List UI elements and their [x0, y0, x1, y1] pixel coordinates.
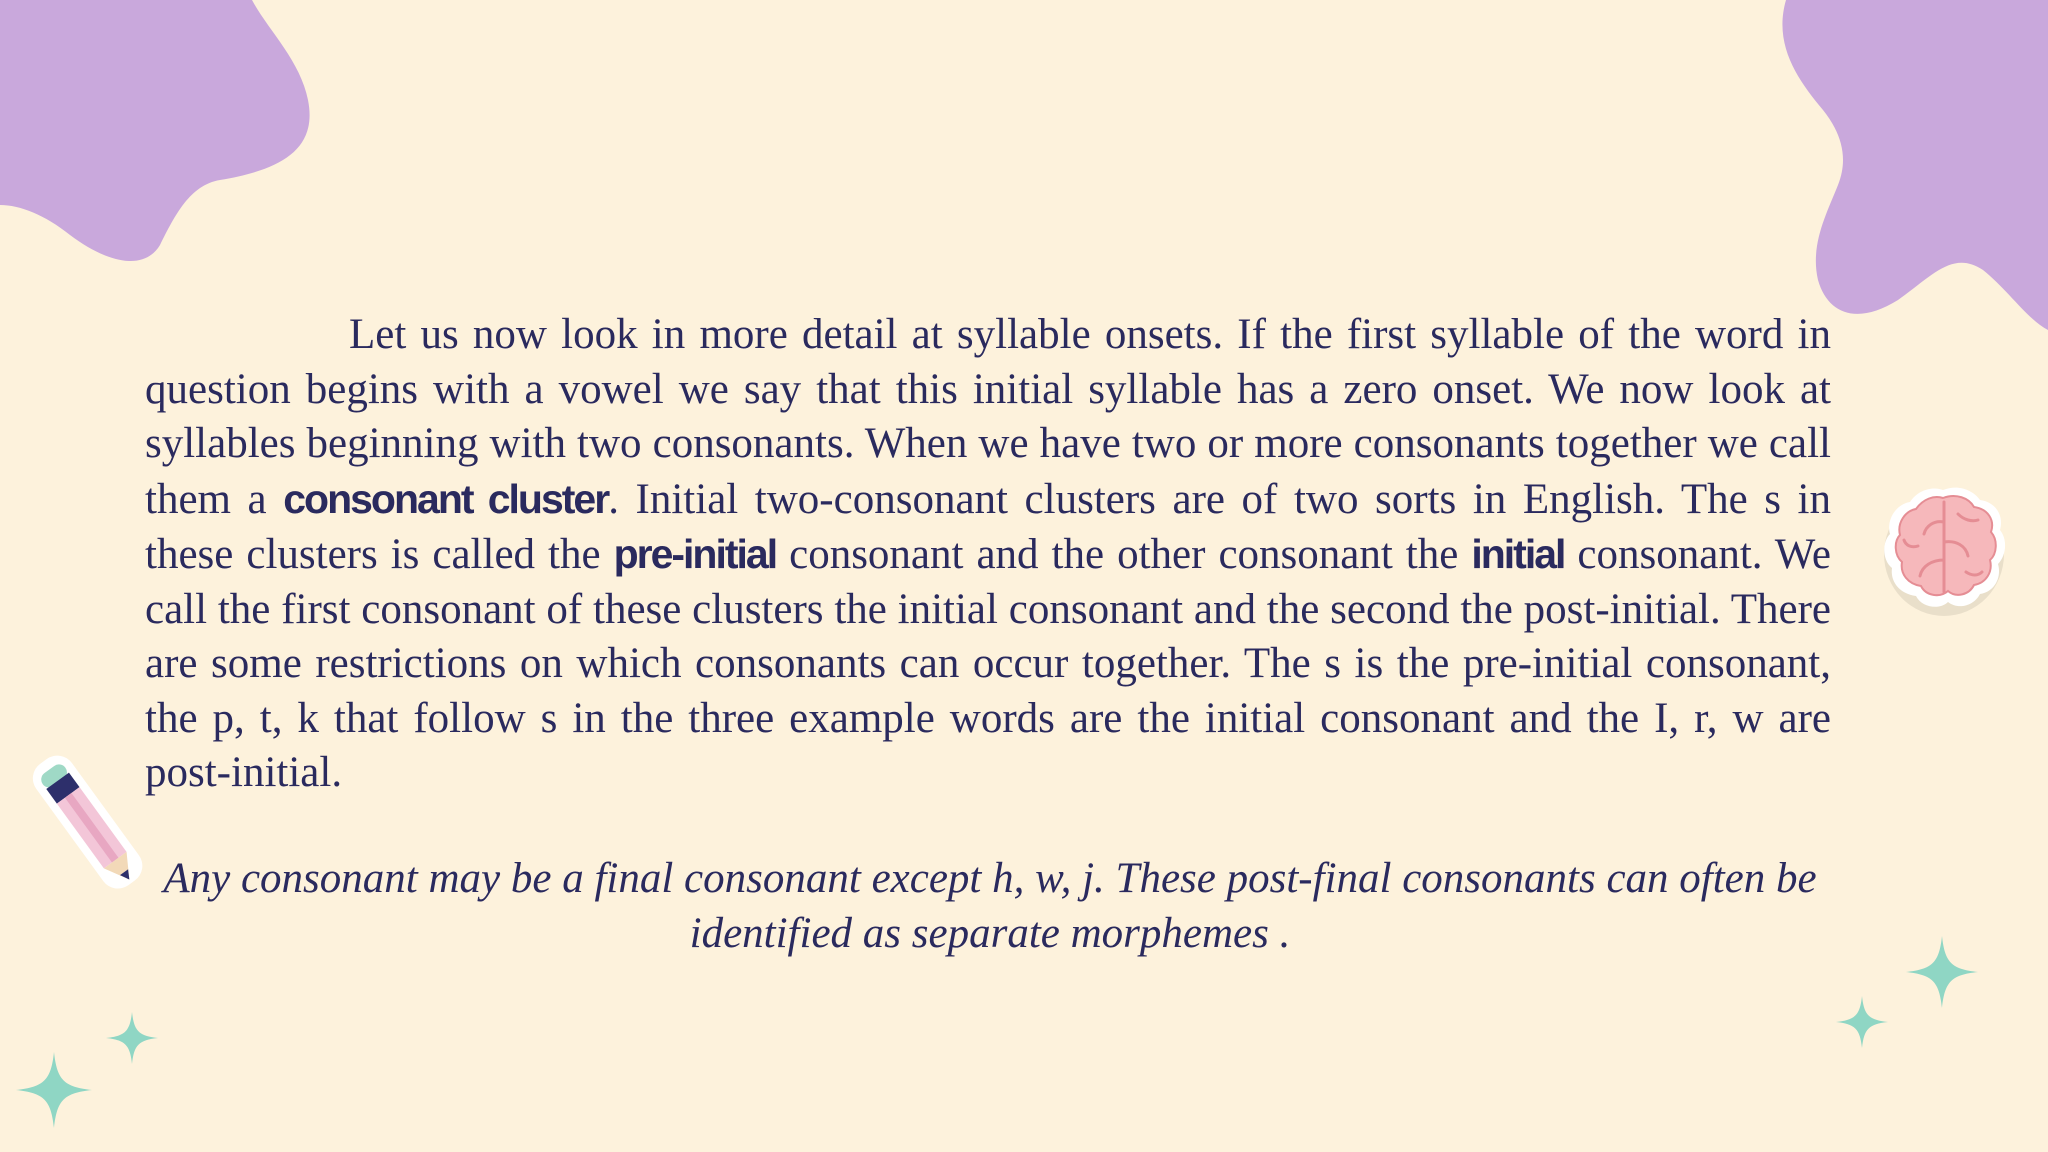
paragraph-text: consonant. We call the first consonant of these clusters the initial consonant and the second the post-initial. There are some restrictions on which consonants can occur together. The s is the pre-initial consonant, the p, t, k that follow s in the three example words are the initial consonant and the I, r, w are post-initial. — [145, 531, 1831, 796]
paragraph-text: consonant and the other consonant the — [776, 531, 1472, 578]
blob-top-right — [1728, 0, 2048, 340]
paragraph-text: . Initial two-consonant clusters are of two sorts in English. The s in these clusters is called the — [145, 475, 1832, 578]
sparkle-icon — [16, 1052, 92, 1128]
sparkle-icon — [106, 1012, 158, 1064]
term-consonant-cluster: consonant cluster — [283, 475, 609, 522]
paragraph-text: Let us now look in more detail at syllable onsets. If the first syllable of the word in question begins with a vowel we say that this initial syllable has a zero onset. We now look at syllables beginning with two consonants. When we have two or more consonants together we call them a — [145, 311, 1831, 523]
italic-note: Any consonant may be a final consonant except h, w, j. These post-final consonants can often be identified as separate morphemes . — [163, 855, 1817, 957]
sparkle-icon — [1836, 996, 1888, 1048]
body-paragraph — [145, 308, 1831, 801]
brain-sticker-icon — [1878, 482, 2008, 622]
term-initial: initial — [1471, 531, 1565, 577]
blob-top-left — [0, 0, 320, 270]
term-pre-initial: pre-initial — [613, 531, 777, 577]
sparkle-icon — [1906, 936, 1978, 1008]
